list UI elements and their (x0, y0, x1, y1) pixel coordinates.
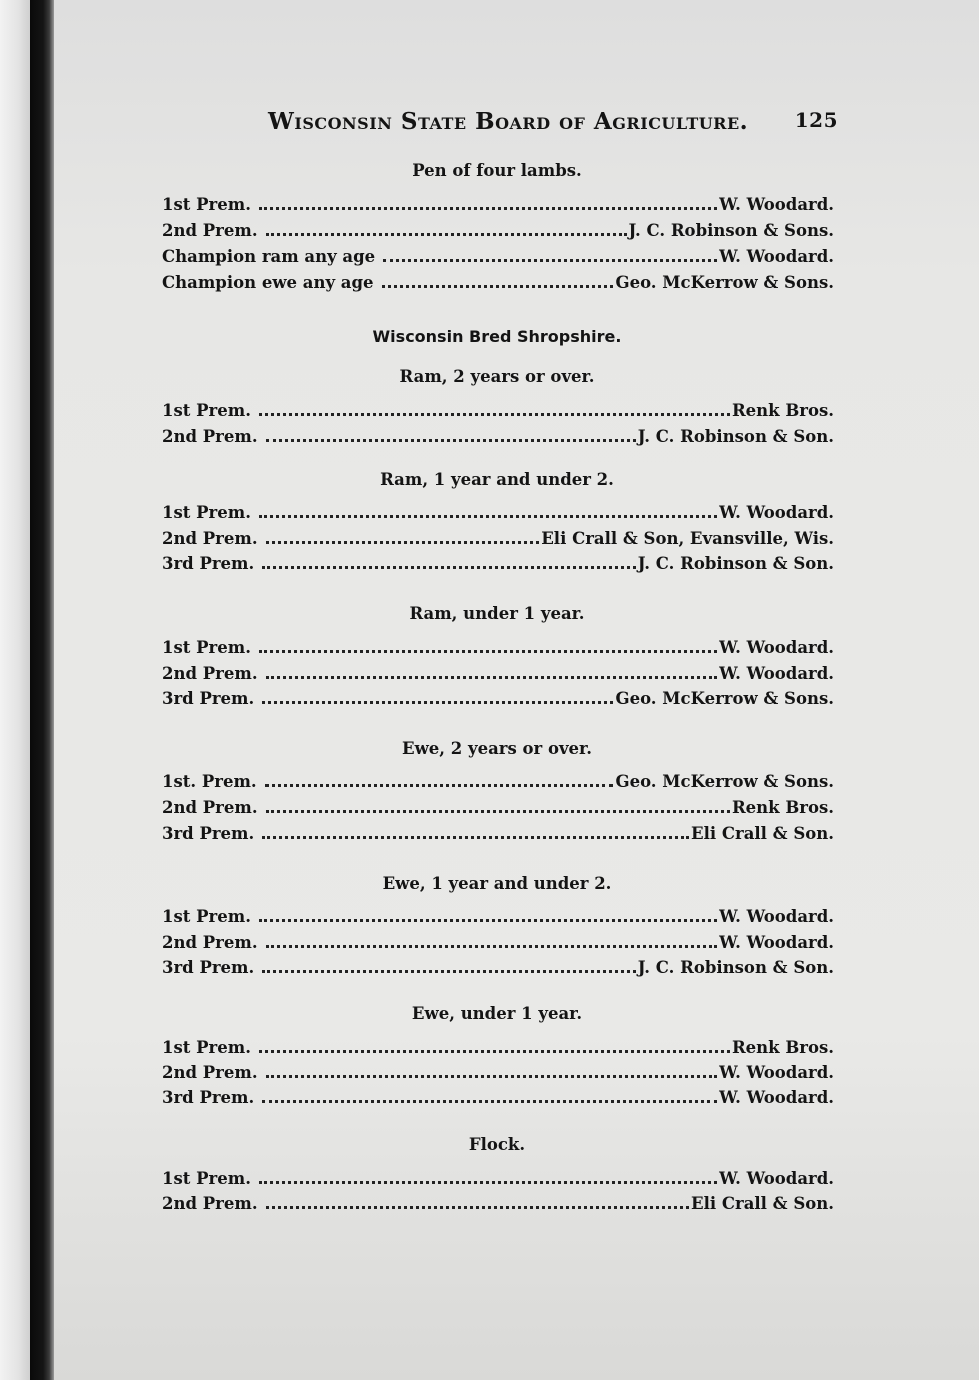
leader-dots (266, 925, 718, 948)
entry-label: 2nd Prem. (162, 221, 258, 240)
leader-dots (266, 790, 730, 813)
entry-row (162, 1080, 834, 1107)
leader-dots (383, 239, 717, 262)
entry-label: 1st Prem. (162, 1169, 251, 1188)
entry-row (162, 239, 834, 266)
entry-winner: J. C. Robinson & Sons. (628, 221, 834, 240)
entry-winner: Eli Crall & Son, Evansville, Wis. (541, 529, 834, 548)
entry-label: 3rd Prem. (162, 1088, 255, 1107)
entry-winner: W. Woodard. (719, 907, 834, 926)
entry-row (162, 265, 834, 292)
section-title: Wisconsin Bred Shropshire. (372, 327, 622, 346)
entry-winner: Eli Crall & Son. (691, 824, 834, 843)
entry-label: 3rd Prem. (162, 824, 255, 843)
entry-winner: W. Woodard. (719, 1169, 834, 1188)
leader-dots (382, 265, 614, 288)
leader-dots (266, 419, 636, 442)
entry-winner: Geo. McKerrow & Sons. (615, 772, 834, 791)
entry-row (162, 1030, 834, 1057)
entry-label: Champion ewe any age (162, 273, 374, 292)
entry-winner: Renk Bros. (731, 798, 834, 817)
class-title: Flock. (468, 1135, 526, 1154)
class-title: Ewe, 1 year and under 2. (382, 874, 612, 893)
class-title: Ewe, under 1 year. (411, 1004, 583, 1023)
entry-label: Champion ram any age (162, 247, 376, 266)
entry-winner: W. Woodard. (719, 503, 834, 522)
entry-row (162, 1186, 834, 1213)
entry-label: 2nd Prem. (162, 933, 258, 952)
entry-row (162, 213, 834, 240)
entry-winner: W. Woodard. (719, 638, 834, 657)
entry-row (162, 419, 834, 446)
entry-winner: W. Woodard. (719, 664, 834, 683)
entry-label: 3rd Prem. (162, 554, 255, 573)
entry-label: 2nd Prem. (162, 1063, 258, 1082)
entry-row (162, 764, 834, 791)
entry-winner: Geo. McKerrow & Sons. (615, 689, 834, 708)
class-title: Ewe, 2 years or over. (402, 739, 592, 758)
entry-label: 2nd Prem. (162, 427, 258, 446)
entry-row (162, 521, 834, 548)
entry-winner: Renk Bros. (731, 1038, 834, 1057)
leader-dots (259, 187, 717, 210)
class-title: Ram, under 1 year. (409, 604, 585, 623)
leader-dots (262, 1080, 717, 1103)
leader-dots (266, 656, 718, 679)
entry-row (162, 630, 834, 657)
entry-winner: Eli Crall & Son. (691, 1194, 834, 1213)
entry-row (162, 546, 834, 573)
entry-label: 2nd Prem. (162, 1194, 258, 1213)
entry-winner: W. Woodard. (719, 247, 834, 266)
entry-row (162, 950, 834, 977)
entry-winner: J. C. Robinson & Son. (637, 554, 834, 573)
leader-dots (266, 213, 627, 236)
entry-winner: J. C. Robinson & Son. (637, 958, 834, 977)
entry-winner: W. Woodard. (719, 195, 834, 214)
class-title: Ram, 2 years or over. (399, 367, 595, 386)
entry-label: 2nd Prem. (162, 798, 258, 817)
page-number: 125 (794, 108, 838, 132)
entry-row (162, 816, 834, 843)
entry-label: 2nd Prem. (162, 664, 258, 683)
entry-row (162, 393, 834, 420)
leader-dots (262, 816, 689, 839)
entry-winner: J. C. Robinson & Son. (637, 427, 834, 446)
entry-label: 1st. Prem. (162, 772, 257, 791)
leader-dots (266, 1055, 718, 1078)
leader-dots (265, 764, 614, 787)
entry-row (162, 1055, 834, 1082)
entry-winner: W. Woodard. (719, 1088, 834, 1107)
entry-row (162, 495, 834, 522)
leader-dots (259, 899, 717, 922)
leader-dots (266, 1186, 689, 1209)
entry-winner: Geo. McKerrow & Sons. (615, 273, 834, 292)
entry-label: 1st Prem. (162, 638, 251, 657)
entry-label: 1st Prem. (162, 503, 251, 522)
class-title: Ram, 1 year and under 2. (380, 470, 614, 489)
entry-row (162, 925, 834, 952)
entry-row (162, 899, 834, 926)
book-spine-shadow (30, 0, 54, 1380)
leader-dots (259, 1030, 730, 1053)
entry-label: 3rd Prem. (162, 689, 255, 708)
entry-row (162, 187, 834, 214)
leader-dots (259, 393, 730, 416)
leader-dots (262, 950, 636, 973)
entry-winner: Renk Bros. (731, 401, 834, 420)
entry-label: 1st Prem. (162, 1038, 251, 1057)
leader-dots (259, 1161, 717, 1184)
page-edge (0, 0, 30, 1380)
leader-dots (259, 630, 717, 653)
leader-dots (266, 521, 540, 544)
entry-row (162, 790, 834, 817)
entry-winner: W. Woodard. (719, 933, 834, 952)
entry-row (162, 1161, 834, 1188)
entry-label: 1st Prem. (162, 907, 251, 926)
entry-label: 3rd Prem. (162, 958, 255, 977)
running-header (268, 108, 838, 138)
entry-row (162, 681, 834, 708)
running-header-title: Wisconsin State Board of Agriculture. (268, 108, 749, 135)
leader-dots (262, 681, 613, 704)
entry-row (162, 656, 834, 683)
entry-winner: W. Woodard. (719, 1063, 834, 1082)
entry-label: 1st Prem. (162, 195, 251, 214)
leader-dots (259, 495, 717, 518)
class-title-pen: Pen of four lambs. (412, 161, 582, 180)
entry-label: 2nd Prem. (162, 529, 258, 548)
leader-dots (262, 546, 636, 569)
entry-label: 1st Prem. (162, 401, 251, 420)
